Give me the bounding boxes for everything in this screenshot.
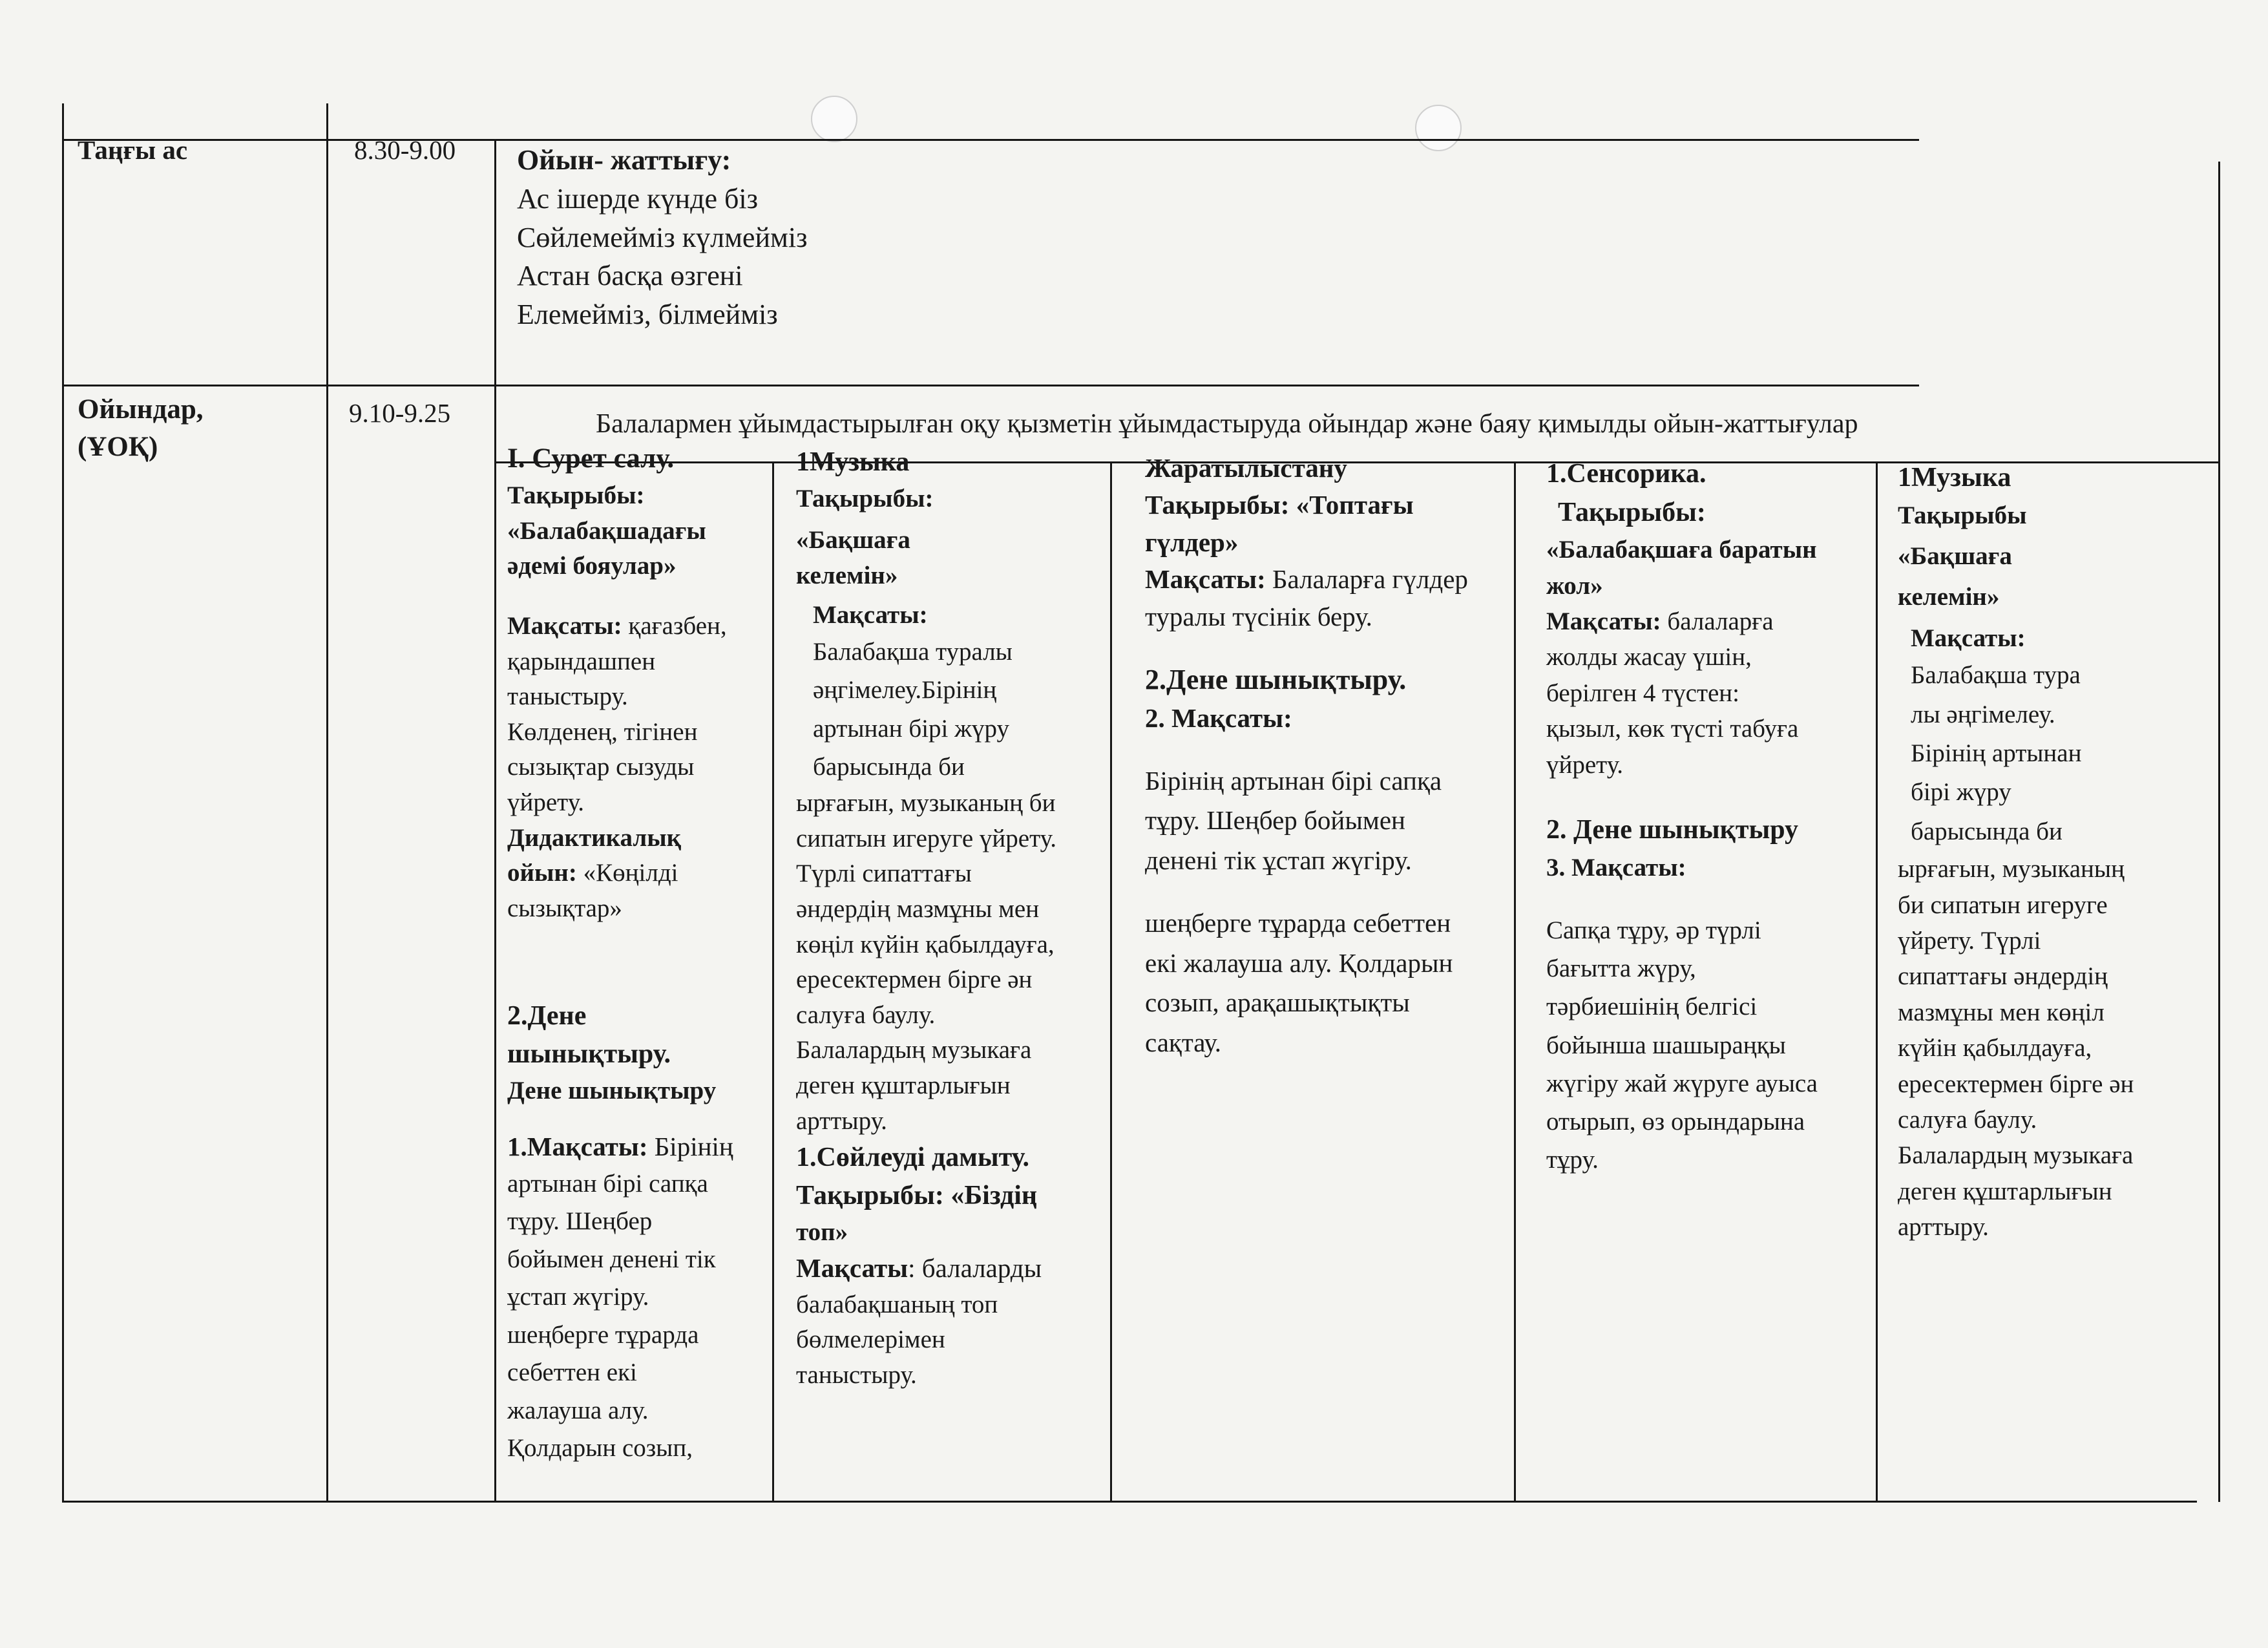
col1-cell — [507, 439, 733, 1468]
col1-line: ұстап жүгіру. — [507, 1283, 649, 1311]
col5-line: мазмұны мен көңіл — [1898, 998, 2105, 1026]
punch-hole-right — [1415, 105, 1462, 151]
col4-line: 3. Мақсаты: — [1546, 853, 1686, 882]
row-name-games-line: (ҰОҚ) — [78, 431, 158, 462]
col5-line: ересектермен бірге ән — [1898, 1070, 2134, 1098]
poem-line: Сөйлемейміз күлмейміз — [517, 221, 808, 253]
col4-cell — [1546, 455, 1818, 1179]
col2-line: әндердің мазмұны мен — [796, 895, 1040, 924]
col2-line: 1.Сөйлеуді дамыту. — [796, 1143, 1029, 1173]
games-header: Балалармен ұйымдастырылған оқу қызметін ұйымдастыруда ойындар және баяу қимылды ойын-жаттығулар — [596, 409, 1858, 439]
col5-line: бірі жүру — [1911, 778, 2011, 807]
row-name-breakfast: Таңғы ас — [78, 135, 188, 165]
col1-line — [507, 609, 733, 644]
col3-line — [1145, 487, 1468, 523]
col3-line: созып, арақашықтықты — [1145, 988, 1410, 1018]
col2-line: Мақсаты: — [813, 600, 928, 629]
col4-heading: 1.Сенсорика. — [1546, 459, 1706, 489]
col2-line: «Бақшаға — [796, 526, 910, 555]
col5-line: деген құштарлығын — [1898, 1177, 2112, 1205]
col2-line: көңіл күйін қабылдауға, — [796, 930, 1055, 958]
table-right-border — [2218, 162, 2220, 1502]
col5-line: күйін қабылдауға, — [1898, 1034, 2092, 1062]
col2-line: салуға баулу. — [796, 1000, 936, 1029]
col1-line: үйрету. — [507, 788, 585, 816]
col2-heading: 1Музыка — [796, 447, 910, 477]
col4-line: жол» — [1546, 571, 1603, 600]
col1-line: сызықтар» — [507, 894, 622, 922]
col1-line: сызықтар сызуды — [507, 753, 695, 781]
col1-line: жалауша алу. — [507, 1396, 649, 1424]
col-divider-1 — [772, 461, 774, 1502]
col4-line: бағытта жүру, — [1546, 955, 1696, 983]
breakfast-title: Ойын- жаттығу: — [517, 144, 731, 176]
col2-line: арттыру. — [796, 1106, 887, 1135]
col3-line: Бірінің артынан бірі сапқа — [1145, 765, 1442, 796]
goal-text: Балаларға гүлдер — [1265, 564, 1468, 595]
row-time-breakfast: 8.30-9.00 — [354, 135, 456, 165]
col-divider-3 — [1514, 461, 1516, 1502]
poem-line: Астан басқа өзгені — [517, 260, 743, 292]
col1-line: қарындашпен — [507, 647, 656, 675]
game-label: ойын: — [507, 859, 577, 887]
col1-line: әдемі бояулар» — [507, 552, 677, 580]
topic-label: Тақырыбы: — [1145, 490, 1290, 520]
col1-line: шынықтыру. — [507, 1039, 671, 1070]
row-time-games: 9.10-9.25 — [349, 398, 451, 428]
col5-line: лы әңгімелеу. — [1911, 700, 2055, 728]
col1-line: Дидактикалық — [507, 823, 682, 852]
col3-line: екі жалауша алу. Қолдарын — [1145, 947, 1453, 978]
col1-line: бойымен денені тік — [507, 1245, 716, 1273]
goal-label: Мақсаты: — [1546, 607, 1661, 635]
col-divider-name — [326, 103, 328, 1502]
col1-line: Дене шынықтыру — [507, 1076, 717, 1104]
col1-line: шеңберге тұрарда — [507, 1320, 699, 1349]
col-divider-2 — [1110, 461, 1112, 1502]
col5-line: би сипатын игеруге — [1898, 891, 2108, 919]
col1-line: «Балабақшадағы — [507, 516, 706, 545]
col5-line: сипаттағы әндердің — [1898, 962, 2108, 991]
col1-line — [507, 856, 733, 891]
poem-line: Елемейміз, білмейміз — [517, 299, 778, 331]
col2-line: Тақырыбы: «Біздің — [796, 1180, 1038, 1210]
col5-line: Тақырыбы — [1898, 501, 2027, 529]
col4-line: үйрету. — [1546, 750, 1624, 779]
goal-text: Бірінің — [647, 1131, 733, 1161]
col3-line: 2. Мақсаты: — [1145, 703, 1292, 733]
poem-line: Ас ішерде күнде біз — [517, 182, 759, 215]
col1-line: 2.Дене — [507, 1001, 587, 1031]
col2-line: Балабақша туралы — [813, 638, 1013, 666]
game-text: «Көңілді — [576, 859, 678, 887]
col2-line: топ» — [796, 1218, 848, 1246]
goal-label: 1.Мақсаты: — [507, 1131, 648, 1161]
col4-line: тәрбиешінің белгісі — [1546, 993, 1758, 1021]
col5-line: келемін» — [1898, 583, 2000, 611]
col4-line: берілген 4 түстен: — [1546, 679, 1740, 707]
col2-line: деген құштарлығын — [796, 1071, 1011, 1099]
col2-line: ырғағын, музыканың би — [796, 789, 1056, 818]
table-top-border — [62, 139, 1919, 141]
col2-line: келемін» — [796, 561, 898, 589]
col2-line: балабақшаның топ — [796, 1290, 998, 1318]
col1-line: Қолдарын созып, — [507, 1434, 693, 1463]
col2-cell — [796, 443, 1056, 1393]
col4-line: «Балабақшаға баратын — [1546, 536, 1817, 564]
col1-line: таныстыру. — [507, 682, 628, 711]
col2-line: артынан бірі жүру — [813, 714, 1010, 743]
col1-line: тұру. Шеңбер — [507, 1207, 653, 1236]
row-divider — [62, 385, 1919, 386]
topic-text: «Топтағы — [1289, 490, 1414, 520]
col3-cell — [1145, 450, 1468, 1062]
goal-text: балаларға — [1661, 607, 1774, 635]
col5-line: ырғағын, музыканың — [1898, 855, 2125, 883]
col2-line: Түрлі сипаттағы — [796, 860, 972, 888]
col4-line — [1546, 604, 1818, 639]
col5-line: Бірінің артынан — [1911, 739, 2082, 767]
col5-line: Балабақша тура — [1911, 661, 2081, 690]
col3-line: гүлдер» — [1145, 527, 1239, 557]
col5-line: Мақсаты: — [1911, 624, 2026, 652]
punch-hole-left — [811, 96, 857, 142]
col1-line: себеттен екі — [507, 1358, 637, 1387]
col5-cell — [1898, 459, 2134, 1245]
col3-line: денені тік ұстап жүгіру. — [1145, 845, 1412, 875]
col4-line: жолды жасау үшін, — [1546, 643, 1752, 671]
col3-line: шеңберге тұрарда себеттен — [1145, 908, 1451, 938]
col2-line: Тақырыбы: — [796, 484, 934, 512]
col3-line: туралы түсінік беру. — [1145, 601, 1372, 631]
col3-line: сақтау. — [1145, 1027, 1221, 1057]
col2-line: Балалардың музыкаға — [796, 1036, 1032, 1064]
goal-label: Мақсаты — [796, 1253, 908, 1284]
col5-line: Балалардың музыкаға — [1898, 1141, 2134, 1170]
col2-line: барысында би — [813, 752, 965, 781]
col4-line: қызыл, көк түсті табуға — [1546, 715, 1799, 743]
col1-line: артынан бірі сапқа — [507, 1169, 708, 1198]
col1-line: Тақырыбы: — [507, 481, 645, 510]
col3-heading: Жаратылыстану — [1145, 453, 1347, 483]
col-divider-4 — [1876, 461, 1878, 1502]
goal-label: Мақсаты: — [1145, 564, 1266, 595]
col2-line: ересектермен бірге ән — [796, 966, 1033, 994]
row-name-games-line: Ойындар, — [78, 394, 204, 425]
row-name-games — [78, 391, 204, 465]
col4-line: 2. Дене шынықтыру — [1546, 814, 1799, 845]
col1-heading: І. Сурет салу. — [507, 443, 675, 474]
col3-line: тұру. Шеңбер бойымен — [1145, 805, 1405, 836]
col1-line: Көлденең, тігінен — [507, 717, 698, 746]
col4-line: тұру. — [1546, 1146, 1599, 1174]
col4-line: жүгіру жай жүруге ауыса — [1546, 1069, 1818, 1097]
col4-line: Сапқа тұру, әр түрлі — [1546, 916, 1761, 944]
left-border — [62, 103, 64, 1502]
col2-line — [796, 1250, 1056, 1287]
col3-line: 2.Дене шынықтыру. — [1145, 663, 1407, 695]
col1-line — [507, 1128, 733, 1165]
col5-line: арттыру. — [1898, 1213, 1989, 1241]
col3-line — [1145, 561, 1468, 598]
col2-line: таныстыру. — [796, 1360, 917, 1389]
col5-line: үйрету. Түрлі — [1898, 927, 2041, 955]
goal-text: қағазбен, — [622, 611, 727, 640]
goal-label: Мақсаты: — [507, 611, 622, 640]
goal-text: : балаларды — [908, 1253, 1042, 1284]
col4-line: отырып, өз орындарына — [1546, 1108, 1805, 1136]
col4-line: бойынша шашыраңқы — [1546, 1031, 1786, 1059]
col5-line: салуға баулу. — [1898, 1105, 2037, 1134]
col2-line: әңгімелеу.Бірінің — [813, 676, 997, 704]
breakfast-content — [517, 141, 807, 334]
col-divider-time — [494, 139, 496, 1503]
col2-line: бөлмелерімен — [796, 1326, 945, 1354]
col4-line: Тақырыбы: — [1558, 497, 1706, 527]
col5-heading: 1Музыка — [1898, 463, 2011, 492]
col2-line: сипатын игеруге үйрету. — [796, 824, 1056, 852]
col5-line: «Бақшаға — [1898, 542, 2012, 570]
col5-line: барысында би — [1911, 817, 2063, 845]
